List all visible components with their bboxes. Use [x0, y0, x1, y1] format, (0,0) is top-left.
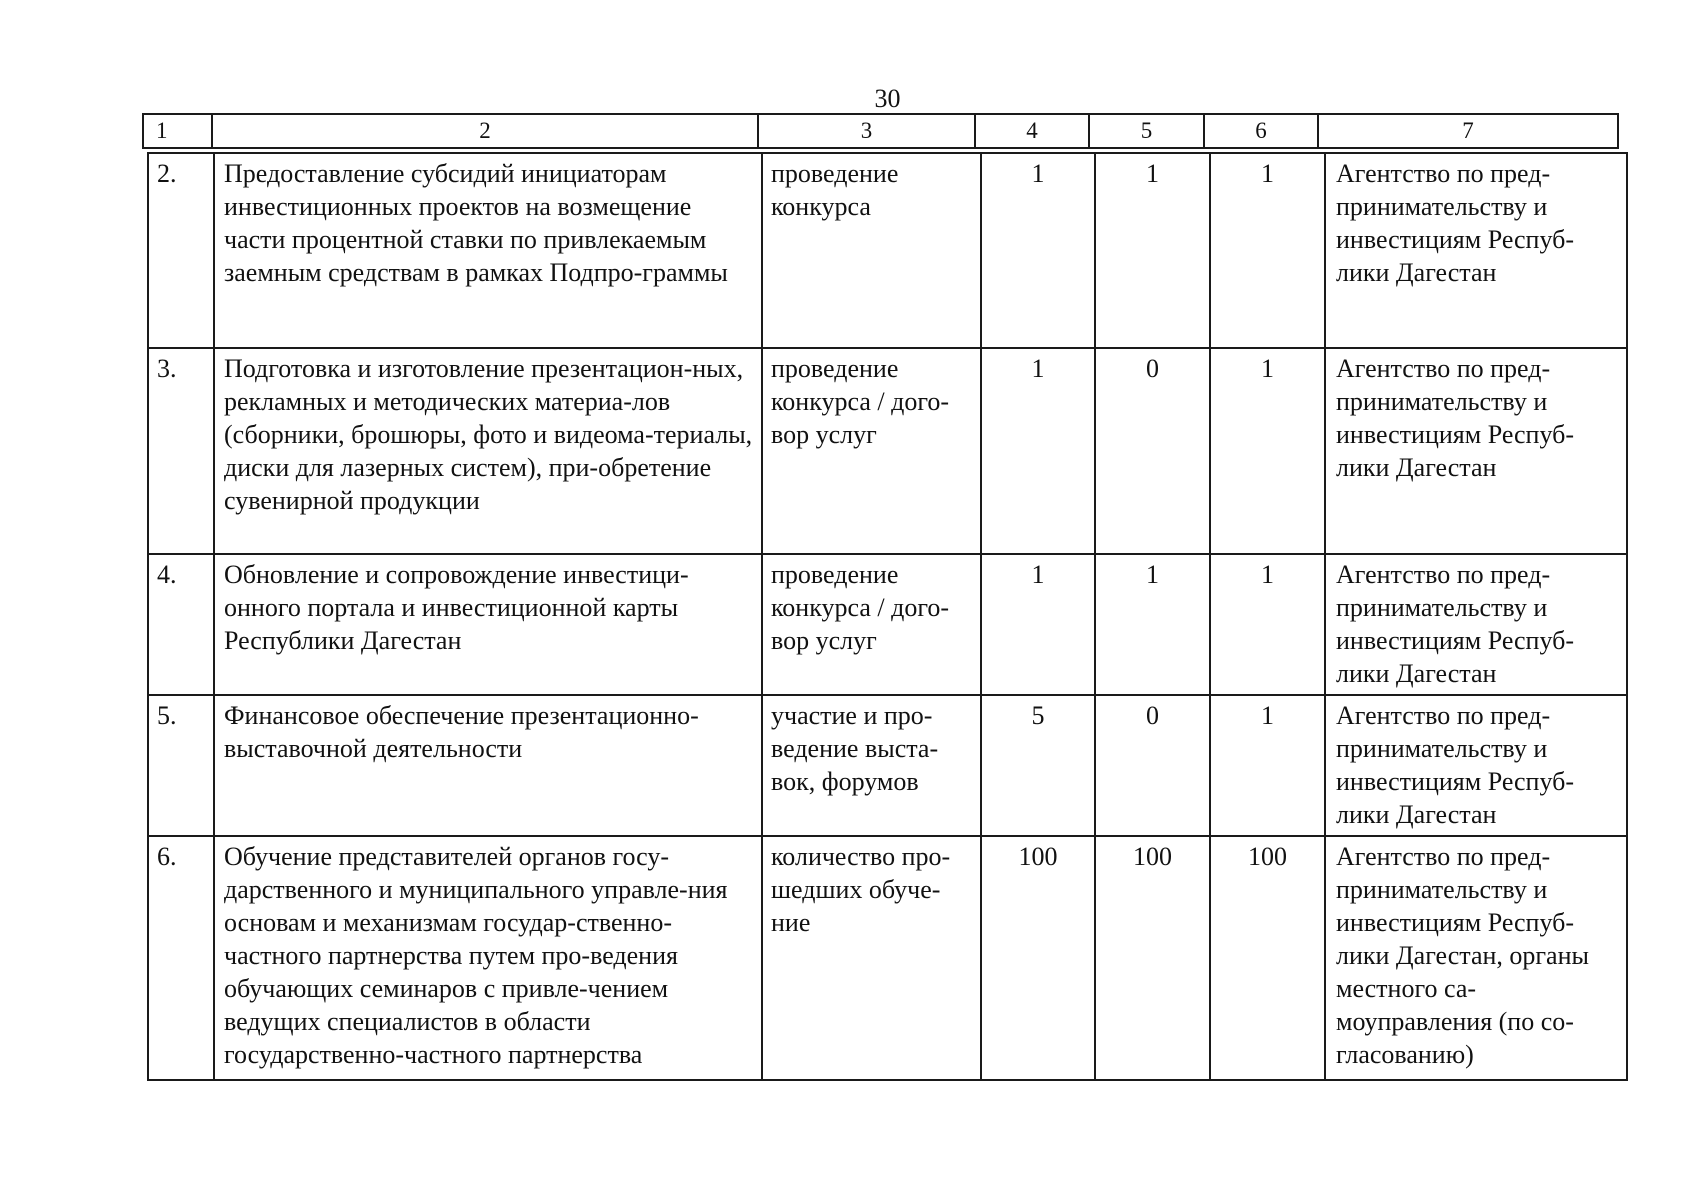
header-col-1: 1	[143, 114, 212, 148]
responsible-agency: Агентство по пред-принимательству и инвестициям Респуб-лики Дагестан	[1325, 153, 1627, 348]
header-col-3: 3	[758, 114, 975, 148]
value-col-6: 100	[1210, 836, 1325, 1080]
row-number: 4.	[148, 554, 214, 695]
row-number: 5.	[148, 695, 214, 836]
measure-description: Обновление и сопровождение инвестици-онного портала и инвестиционной карты Республики Дагестан	[214, 554, 762, 695]
header-col-7: 7	[1318, 114, 1618, 148]
measures-table	[147, 152, 1628, 1081]
row-number: 3.	[148, 348, 214, 554]
page-number: 30	[874, 84, 901, 113]
value-col-6: 1	[1210, 554, 1325, 695]
value-col-4: 5	[981, 695, 1095, 836]
value-col-6: 1	[1210, 153, 1325, 348]
value-col-4: 1	[981, 153, 1095, 348]
table-row	[148, 695, 1627, 836]
value-col-5: 1	[1095, 153, 1210, 348]
header-col-6: 6	[1204, 114, 1318, 148]
table-row	[148, 348, 1627, 554]
measure-indicator: проведение конкурса / дого-вор услуг	[762, 554, 981, 695]
responsible-agency: Агентство по пред-принимательству и инвестициям Респуб-лики Дагестан	[1325, 348, 1627, 554]
responsible-agency: Агентство по пред-принимательству и инвестициям Респуб-лики Дагестан	[1325, 695, 1627, 836]
responsible-agency: Агентство по пред-принимательству и инвестициям Респуб-лики Дагестан, органы местного са-моуправления (по со-гласованию)	[1325, 836, 1627, 1080]
measure-description: Подготовка и изготовление презентацион-ных, рекламных и методических материа-лов (сборники, брошюры, фото и видеома-териалы, диски для лазерных систем), при-обретение сувенирной продукции	[214, 348, 762, 554]
measure-indicator: проведение конкурса	[762, 153, 981, 348]
value-col-5: 100	[1095, 836, 1210, 1080]
header-col-5: 5	[1089, 114, 1204, 148]
header-col-4: 4	[975, 114, 1089, 148]
value-col-5: 0	[1095, 348, 1210, 554]
measure-indicator: количество про-шедших обуче-ние	[762, 836, 981, 1080]
row-number: 6.	[148, 836, 214, 1080]
value-col-5: 0	[1095, 695, 1210, 836]
measure-description: Предоставление субсидий инициаторам инвестиционных проектов на возмещение части процентной ставки по привлекаемым заемным средствам в рамках Подпро-граммы	[214, 153, 762, 348]
value-col-6: 1	[1210, 695, 1325, 836]
header-col-2: 2	[212, 114, 758, 148]
table-row	[148, 554, 1627, 695]
measure-description: Финансовое обеспечение презентационно-выставочной деятельности	[214, 695, 762, 836]
table-row	[148, 836, 1627, 1080]
value-col-4: 100	[981, 836, 1095, 1080]
measure-description: Обучение представителей органов госу-дарственного и муниципального управле-ния основам и механизмам государ-ственно-частного партнерства путем про-ведения обучающих семинаров с привле-чением ведущих специалистов в области государственно-частного партнерства	[214, 836, 762, 1080]
measure-indicator: проведение конкурса / дого-вор услуг	[762, 348, 981, 554]
measure-indicator: участие и про-ведение выста-вок, форумов	[762, 695, 981, 836]
responsible-agency: Агентство по пред-принимательству и инвестициям Респуб-лики Дагестан	[1325, 554, 1627, 695]
value-col-5: 1	[1095, 554, 1210, 695]
table-row	[148, 153, 1627, 348]
value-col-4: 1	[981, 554, 1095, 695]
row-number: 2.	[148, 153, 214, 348]
header-row	[143, 114, 1618, 148]
value-col-4: 1	[981, 348, 1095, 554]
column-number-header	[142, 113, 1619, 149]
value-col-6: 1	[1210, 348, 1325, 554]
